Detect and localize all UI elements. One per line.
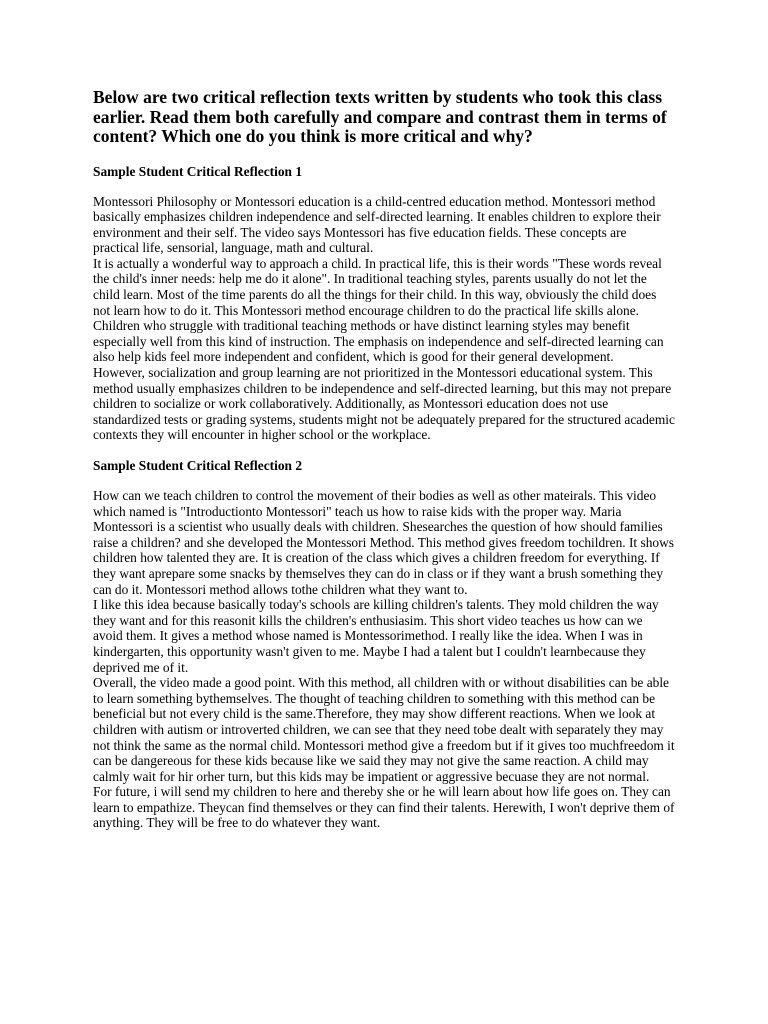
- reflection-1-title: Sample Student Critical Reflection 1: [93, 163, 303, 179]
- document-page: [93, 88, 675, 831]
- reflection-2-title: Sample Student Critical Reflection 2: [93, 458, 303, 473]
- section-spacer: [93, 443, 675, 458]
- reflection-2-paragraph-2: I like this idea because basically today's schools are killing children's talents. They mold children the way they want and for this reasonit kills the children's enthusiasim. This short video teaches us how can we avoid them. It gives a method whose named is Montessorimethod. I really like the idea. When I was in kindergarten, this opportunity wasn't given to me. Maybe I had a talent but I couldn't learnbecause they deprived me of it.: [93, 597, 659, 675]
- reflection-2-paragraph-3: Overall, the video made a good point. With this method, all children with or without disabilities can be able to learn something bythemselves. The thought of teaching children to something with this method can be beneficial but not every child is the same.Therefore, they may show different reactions. When we look at children with autism or introverted children, we can see that they need tobe dealt with separately they may not think the same as the normal child. Montessori method give a freedom but if it gives too muchfreedom it can be dangereous for these kids because like we said they may not give the same reaction. A child may calmly wait for hir orher turn, but this kids may be impatient or aggressive becuase they are not normal.: [93, 675, 675, 784]
- reflection-2-section: [93, 458, 675, 831]
- reflection-2-paragraph-4: For future, i will send my children to here and thereby she or he will learn about how life goes on. They can learn to empathize. Theycan find themselves or they can find their talents. Herewith, I won't deprive them of anything. They will be free to do whatever they want.: [93, 784, 675, 831]
- reflection-2-paragraph-1: How can we teach children to control the movement of their bodies as well as other mateirals. This video which named is "Introductionto Montessori" teach us how to raise kids with the proper way. Maria Montessori is a scientist who usually deals with children. Shesearches the question of how should families raise a children? and she developed the Montessori Method. This method gives freedom tochildren. It shows children how talented they are. It is creation of the class which gives a children freedom for everything. If they want aprepare some snacks by themselves they can do in class or if they want a brush something they can do it. Montessori method allows tothe children what they want to.: [93, 488, 674, 597]
- reflection-1-section: [93, 164, 675, 444]
- instruction-heading: Below are two critical reflection texts written by students who took this class earlier. Read them both carefully and compare and contrast them in terms of content? Which one do you think is more critical and why?: [93, 87, 667, 146]
- reflection-1-paragraph-1: Montessori Philosophy or Montessori education is a child-centred education method. Montessori method basically emphasizes children independence and self-directed learning. It enables children to explore their environment and their self. The video says Montessori has five education fields. These concepts are practical life, sensorial, language, math and cultural.: [93, 193, 661, 256]
- reflection-1-paragraph-3: However, socialization and group learning are not prioritized in the Montessori educational system. This method usually emphasizes children to be independence and self-directed learning, but this may not prepare children to socialize or work collaboratively. Additionally, as Montessori education does not use standardized tests or grading systems, students might not be adequately prepared for the structured academic contexts they will encounter in higher school or the workplace.: [93, 365, 675, 443]
- reflection-1-paragraph-2: It is actually a wonderful way to approach a child. In practical life, this is their words "These words reveal the child's inner needs: help me do it alone". In traditional teaching styles, parents usually do not let the child learn. Most of the time parents do all the things for their child. In this way, obviously the child does not learn how to do it. This Montessori method encourage children to do the practical life skills alone. Children who struggle with traditional teaching methods or have distinct learning styles may benefit especially well from this kind of instruction. The emphasis on independence and self-directed learning can also help kids feel more independent and confident, which is good for their general development.: [93, 255, 664, 365]
